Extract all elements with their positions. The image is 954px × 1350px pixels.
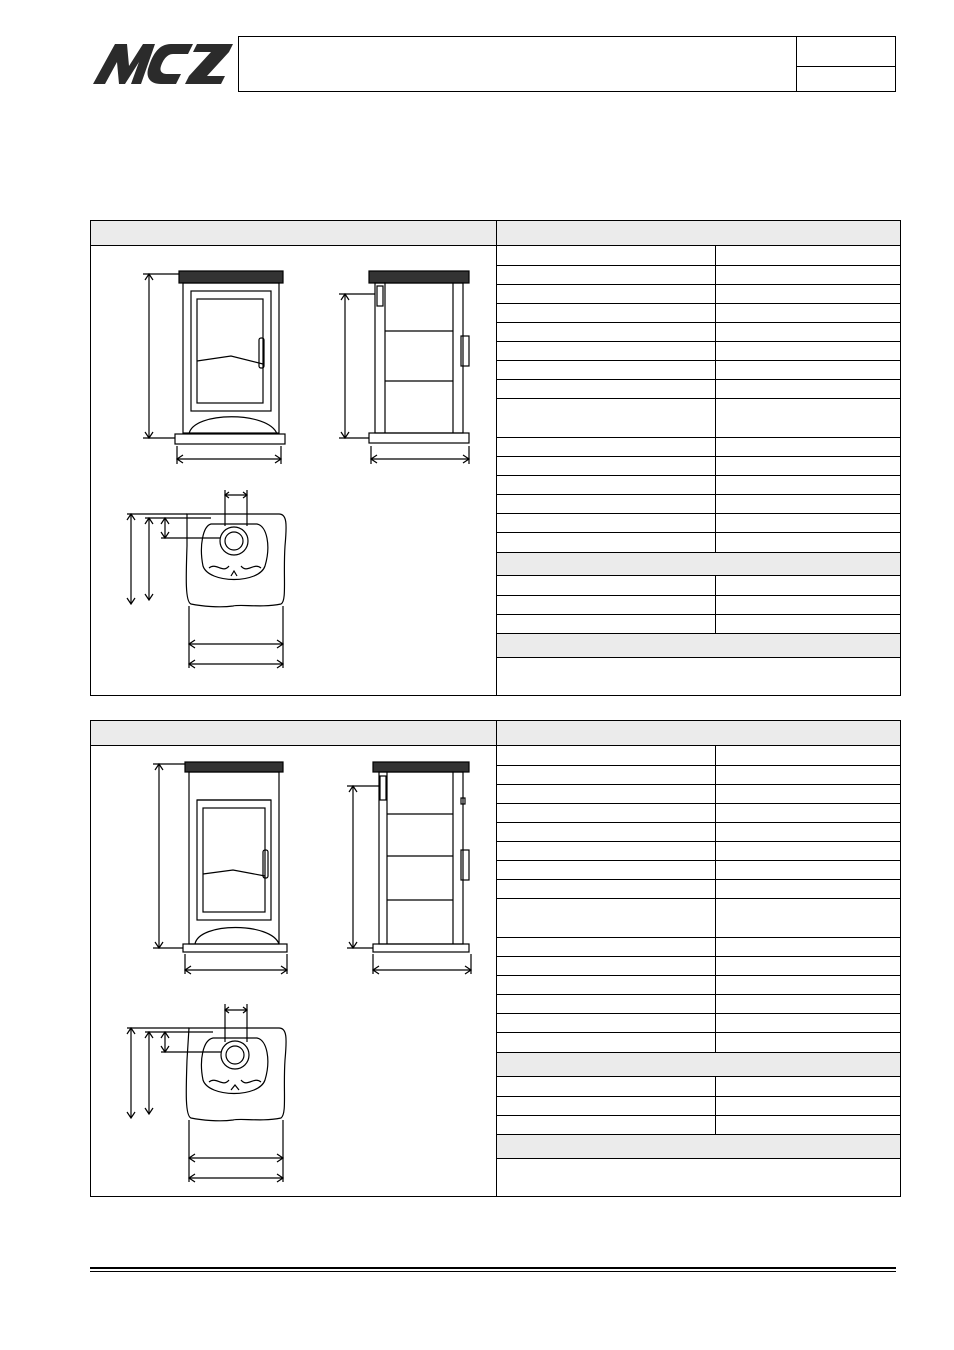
spec-row bbox=[497, 1014, 900, 1033]
spec-row bbox=[497, 342, 900, 361]
front-view bbox=[153, 762, 287, 974]
spec-row bbox=[497, 285, 900, 304]
front-view bbox=[143, 271, 285, 464]
side-view bbox=[339, 271, 469, 464]
spec-row bbox=[497, 323, 900, 342]
spec-row bbox=[497, 246, 900, 266]
spec-row bbox=[497, 938, 900, 957]
spec-row bbox=[497, 1116, 900, 1135]
spec-row bbox=[497, 495, 900, 514]
spec-row bbox=[497, 576, 900, 596]
spec-row bbox=[497, 1077, 900, 1097]
spec-row bbox=[497, 1097, 900, 1116]
product-panel-1 bbox=[90, 220, 901, 696]
spec-row bbox=[497, 804, 900, 823]
spec-row bbox=[497, 842, 900, 861]
spec-row bbox=[497, 399, 900, 438]
side-view bbox=[347, 762, 471, 974]
spec-row bbox=[497, 746, 900, 766]
spec-row bbox=[497, 861, 900, 880]
spec-row bbox=[497, 880, 900, 899]
spec-row bbox=[497, 615, 900, 634]
spec-subsection-header bbox=[497, 553, 900, 576]
spec-row bbox=[497, 514, 900, 533]
mcz-logo bbox=[93, 42, 233, 86]
spec-row bbox=[497, 596, 900, 615]
spec-row bbox=[497, 995, 900, 1014]
spec-row bbox=[497, 899, 900, 938]
footer-rule bbox=[90, 1271, 896, 1272]
spec-table bbox=[497, 246, 900, 696]
stove-drawing bbox=[91, 746, 496, 1196]
top-view bbox=[127, 1004, 286, 1182]
spec-row bbox=[497, 976, 900, 995]
spec-row bbox=[497, 785, 900, 804]
spec-row bbox=[497, 304, 900, 323]
spec-subsection-header bbox=[497, 1053, 900, 1077]
spec-row bbox=[497, 438, 900, 457]
top-view bbox=[127, 490, 286, 668]
product-panel-2 bbox=[90, 720, 901, 1197]
header-divider bbox=[796, 66, 895, 67]
spec-row bbox=[497, 361, 900, 380]
spec-row bbox=[497, 533, 900, 553]
spec-table bbox=[497, 746, 900, 1197]
spec-subsection-header bbox=[497, 634, 900, 658]
footer-rule bbox=[90, 1267, 896, 1269]
header-divider bbox=[796, 37, 797, 91]
spec-row bbox=[497, 823, 900, 842]
spec-row bbox=[497, 766, 900, 785]
spec-row bbox=[497, 1033, 900, 1053]
spec-row bbox=[497, 380, 900, 399]
spec-subsection-header bbox=[497, 1135, 900, 1159]
header-box bbox=[238, 36, 896, 92]
spec-row bbox=[497, 266, 900, 285]
spec-row bbox=[497, 957, 900, 976]
spec-row bbox=[497, 476, 900, 495]
spec-row bbox=[497, 457, 900, 476]
stove-drawing bbox=[91, 246, 496, 696]
